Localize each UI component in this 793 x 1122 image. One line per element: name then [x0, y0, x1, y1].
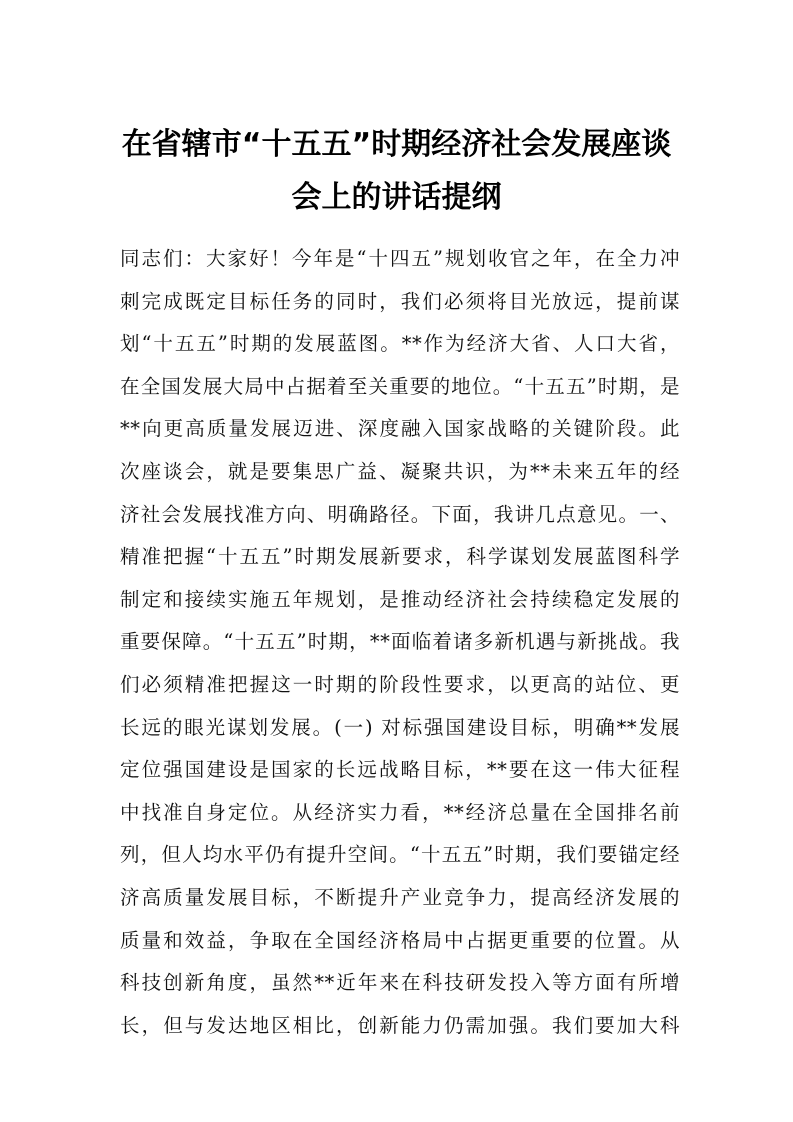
body-line: 重要保障。“十五五”时期，**面临着诸多新机遇与新挑战。我: [120, 630, 680, 654]
body-line: 中找准自身定位。从经济实力看，**经济总量在全国排名前: [120, 800, 680, 824]
body-line: 划“十五五”时期的发展蓝图。**作为经济大省、人口大省，: [120, 332, 680, 356]
body-line: 们必须精准把握这一时期的阶段性要求，以更高的站位、更: [120, 672, 680, 696]
body-line: 刺完成既定目标任务的同时，我们必须将目光放远，提前谋: [120, 289, 680, 313]
document-body: [120, 238, 680, 1047]
body-line: 质量和效益，争取在全国经济格局中占据更重要的位置。从: [120, 928, 680, 952]
body-line: 科技创新角度，虽然**近年来在科技研发投入等方面有所增: [120, 971, 680, 995]
body-line: 济高质量发展目标，不断提升产业竞争力，提高经济发展的: [120, 885, 680, 909]
body-line: 精准把握“十五五”时期发展新要求，科学谋划发展蓝图科学: [120, 545, 680, 569]
body-line: 长远的眼光谋划发展。(一) 对标强国建设目标，明确**发展: [120, 715, 680, 739]
body-line: 长，但与发达地区相比，创新能力仍需加强。我们要加大科: [120, 1013, 680, 1037]
body-line: 在全国发展大局中占据着至关重要的地位。“十五五”时期，是: [120, 374, 680, 398]
body-line: 制定和接续实施五年规划，是推动经济社会持续稳定发展的: [120, 587, 680, 611]
body-line: **向更高质量发展迈进、深度融入国家战略的关键阶段。此: [120, 417, 680, 441]
body-line: 济社会发展找准方向、明确路径。下面，我讲几点意见。一、: [120, 502, 680, 526]
title-line: 在省辖市“十五五”时期经济社会发展座谈: [121, 127, 672, 162]
body-line: 定位强国建设是国家的长远战略目标，**要在这一伟大征程: [120, 758, 680, 782]
body-line: 列，但人均水平仍有提升空间。“十五五”时期，我们要锚定经: [120, 843, 680, 867]
body-line: 同志们：大家好！今年是“十四五”规划收官之年，在全力冲: [120, 247, 680, 270]
body-line: 次座谈会，就是要集思广益、凝聚共识，为**未来五年的经: [120, 459, 680, 483]
title-line: 会上的讲话提纲: [291, 180, 502, 215]
document-title: [80, 118, 713, 224]
